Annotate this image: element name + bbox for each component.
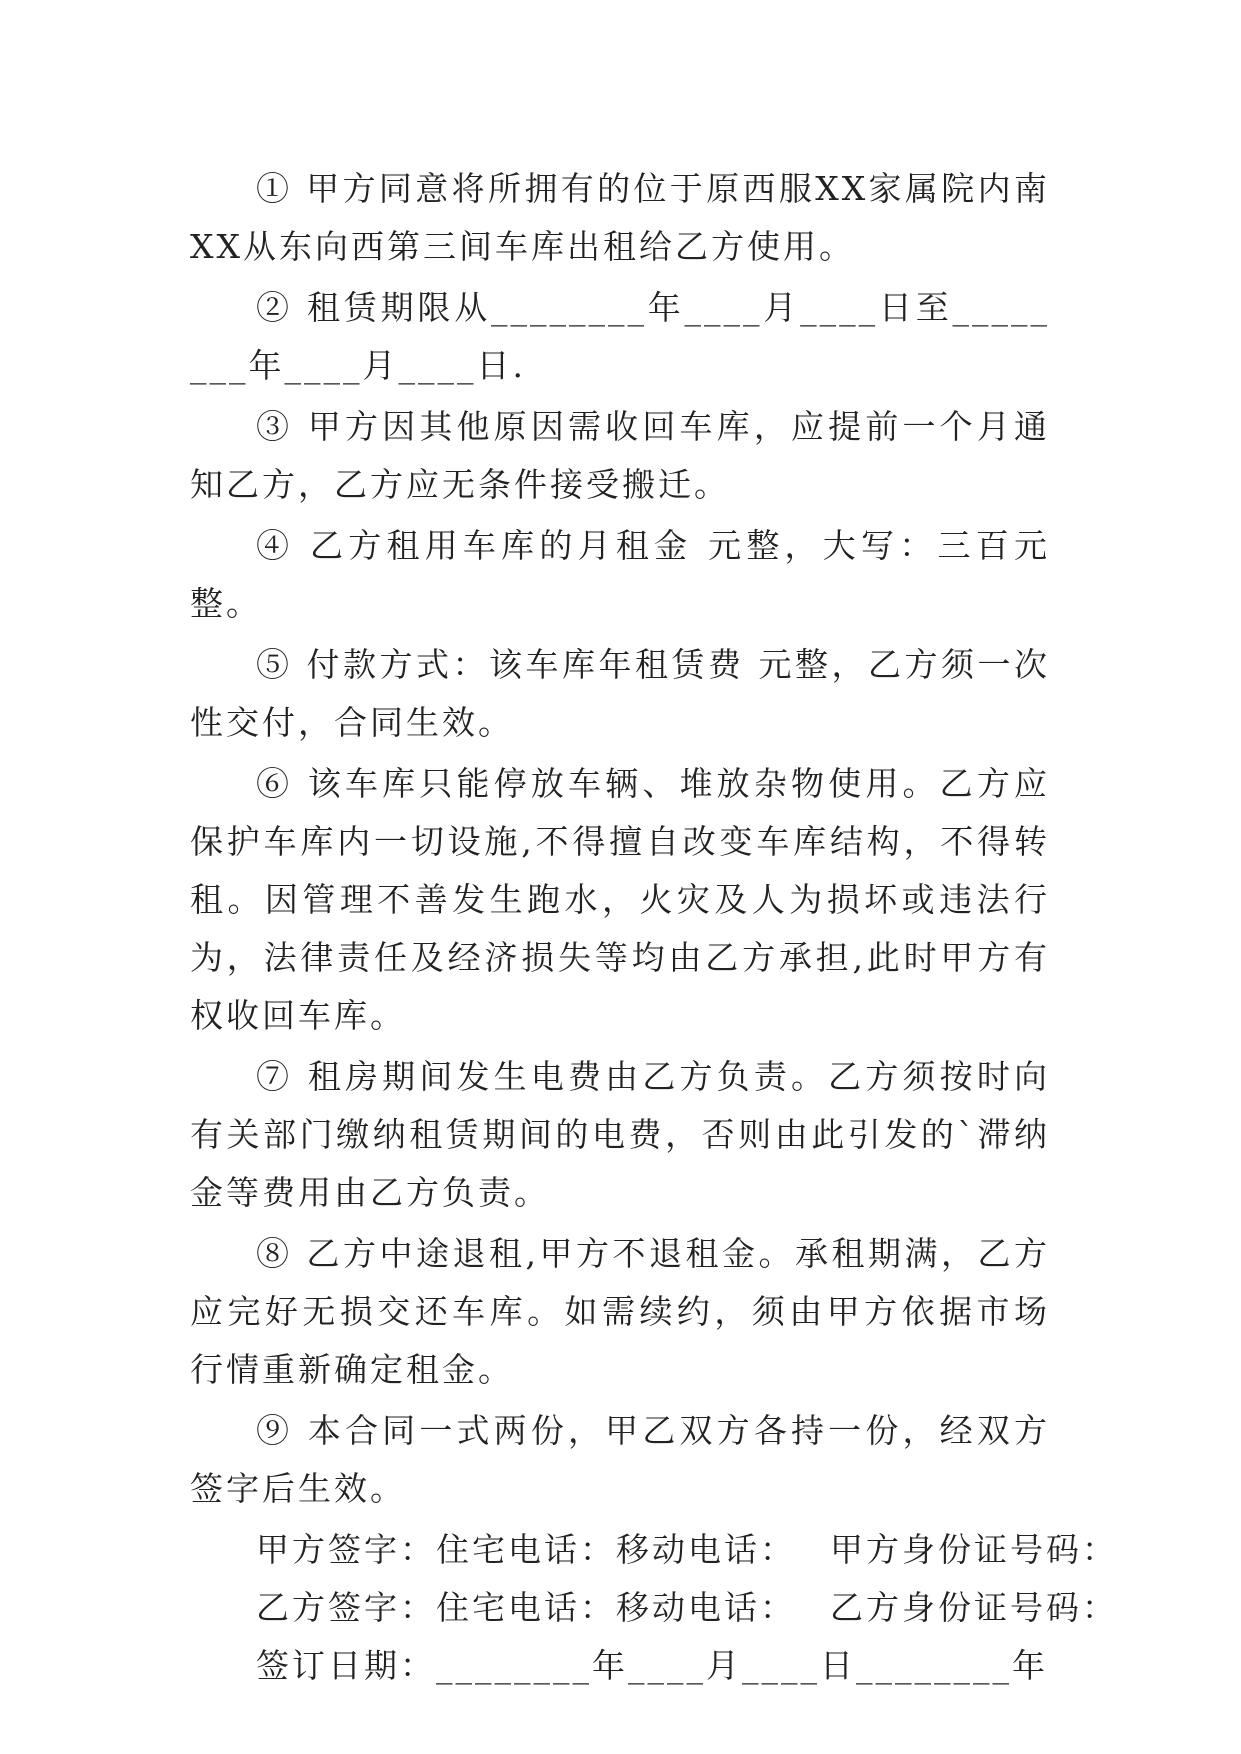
contract-body <box>190 160 1118 1695</box>
clause-4: ④ 乙方租用车库的月租金 元整，大写：三百元整。 <box>190 526 1050 623</box>
party-a-id-number: 甲方身份证号码： <box>830 1530 1118 1569</box>
clause-9: ⑨ 本合同一式两份，甲乙双方各持一份，经双方签字后生效。 <box>190 1411 1050 1508</box>
clause-6: ⑥ 该车库只能停放车辆、堆放杂物使用。乙方应保护车库内一切设施,不得擅自改变车库结构，不得转租。因管理不善发生跑水，火灾及人为损坏或违法行为，法律责任及经济损失等均由乙方承担,此时甲方有权收回车库。 <box>190 764 1050 1035</box>
clause-2: ② 租赁期限从________年____月____日至________年____月____日. <box>190 288 1050 385</box>
party-b-id-number: 乙方身份证号码： <box>830 1588 1118 1627</box>
clause-3: ③ 甲方因其他原因需收回车库，应提前一个月通知乙方，乙方应无条件接受搬迁。 <box>190 407 1050 504</box>
clause-1: ① 甲方同意将所拥有的位于原西服XX家属院内南XX从东向西第三间车库出租给乙方使用。 <box>190 169 1050 266</box>
party-a-signature-fields: 甲方签字：住宅电话：移动电话： <box>256 1530 796 1569</box>
party-b-signature-line <box>190 1579 1118 1637</box>
clause-5: ⑤ 付款方式：该车库年租赁费 元整，乙方须一次性交付，合同生效。 <box>190 645 1050 742</box>
clause-7: ⑦ 租房期间发生电费由乙方负责。乙方须按时向有关部门缴纳租赁期间的电费，否则由此引发的`滞纳金等费用由乙方负责。 <box>190 1057 1050 1212</box>
party-a-signature-line <box>190 1521 1118 1579</box>
clause-8: ⑧ 乙方中途退租,甲方不退租金。承租期满，乙方应完好无损交还车库。如需续约，须由甲方依据市场行情重新确定租金。 <box>190 1234 1050 1389</box>
party-b-signature-fields: 乙方签字：住宅电话：移动电话： <box>256 1588 796 1627</box>
sign-date-line: 签订日期：________年____月____日________年 <box>256 1646 1048 1685</box>
